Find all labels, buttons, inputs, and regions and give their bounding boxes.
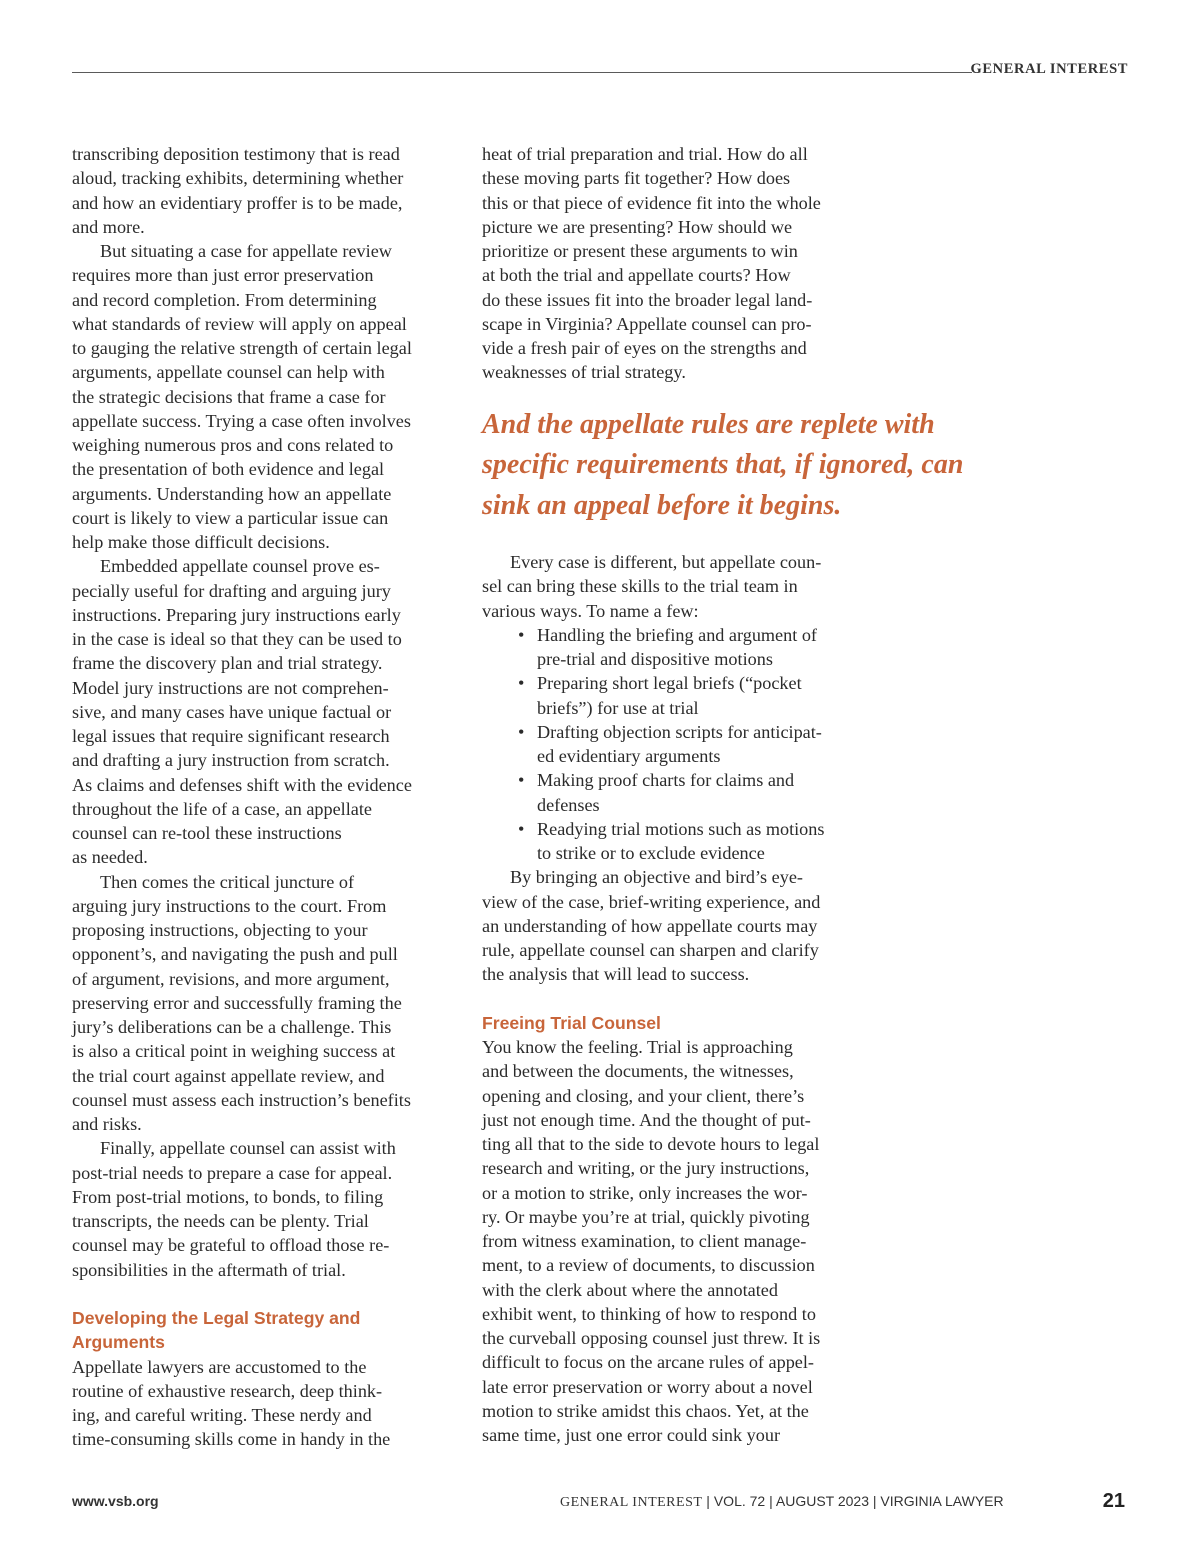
bullet-item-cont: [482, 647, 860, 671]
paragraph: [72, 239, 448, 554]
text-line: routine of exhaustive research, deep think-: [72, 1380, 383, 1401]
text-line: the strategic decisions that frame a case for: [72, 386, 386, 407]
footer-separator: |: [765, 1493, 776, 1509]
text-line: transcripts, the needs can be plenty. Trial: [72, 1211, 369, 1231]
text-line: proposing instructions, objecting to your: [72, 920, 368, 940]
text-line: opening and closing, and your client, there’s: [482, 1085, 805, 1106]
footer-website: www.vsb.org: [72, 1493, 159, 1509]
text-line: throughout the life of a case, an appellate: [72, 798, 372, 819]
text-line: pecially useful for drafting and arguing jury: [72, 580, 391, 601]
footer-volume: VOL. 72: [713, 1493, 766, 1509]
bullet-item-cont: [482, 696, 860, 720]
bullet-item: [482, 671, 860, 695]
bullet-text: defenses: [537, 794, 600, 815]
paragraph: [482, 550, 860, 623]
text-line: preserving error and successfully framing the: [72, 992, 402, 1013]
bullet-text: Handling the briefing and argument of: [537, 624, 817, 645]
text-line: arguing jury instructions to the court. From: [72, 895, 387, 916]
text-line: help make those difficult decisions.: [72, 532, 330, 552]
bullet-text: Making proof charts for claims and: [537, 770, 795, 791]
text-line: from witness examination, to client manage-: [482, 1231, 807, 1251]
footer-publication-info: [560, 1493, 1004, 1511]
text-line: From post-trial motions, to bonds, to filing: [72, 1186, 384, 1207]
page-number: 21: [1102, 1490, 1125, 1512]
text-line: and drafting a jury instruction from scratch.: [72, 750, 390, 771]
text-line: time-consuming skills come in handy in the: [72, 1429, 391, 1450]
text-line: rule, appellate counsel can sharpen and clarify: [482, 940, 819, 960]
bullet-item: [482, 817, 860, 841]
text-line: exhibit went, to thinking of how to respond to: [482, 1303, 816, 1324]
footer-separator: |: [702, 1493, 714, 1509]
text-line: and between the documents, the witnesses,: [482, 1061, 794, 1082]
text-line: Finally, appellate counsel can assist with: [100, 1138, 396, 1159]
header-rule: [72, 72, 972, 73]
text-line: scape in Virginia? Appellate counsel can pro-: [482, 313, 812, 334]
text-line: is also a critical point in weighing success at: [72, 1041, 396, 1062]
text-line: As claims and defenses shift with the evidence: [72, 774, 412, 795]
text-line: the analysis that will lead to success.: [482, 964, 750, 985]
text-line: difficult to focus on the arcane rules of appel-: [482, 1352, 814, 1373]
bullet-text: Readying trial motions such as motions: [537, 818, 825, 839]
text-line: ry. Or maybe you’re at trial, quickly pivoting: [482, 1206, 810, 1227]
text-line: You know the feeling. Trial is approaching: [482, 1037, 793, 1057]
bullet-item: [482, 768, 860, 792]
text-line: sink an appeal before it begins.: [482, 489, 842, 521]
text-line: sponsibilities in the aftermath of trial.: [72, 1259, 346, 1280]
text-line: same time, just one error could sink your: [482, 1425, 781, 1445]
text-line: and record completion. From determining: [72, 289, 377, 310]
text-line: Appellate lawyers are accustomed to the: [72, 1356, 367, 1377]
footer-separator: |: [869, 1493, 881, 1509]
text-line: requires more than just error preservation: [72, 265, 374, 286]
text-line: to gauging the relative strength of certain legal: [72, 338, 412, 358]
text-line: various ways. To name a few:: [482, 600, 699, 621]
section-heading: Developing the Legal Strategy and: [72, 1308, 361, 1328]
text-line: as needed.: [72, 847, 148, 868]
bullet-item-cont: [482, 841, 860, 865]
text-line: picture we are presenting? How should we: [482, 216, 793, 237]
text-line: ment, to a review of documents, to discussion: [482, 1255, 815, 1276]
bullet-dot-icon: •: [518, 624, 525, 645]
text-line: opponent’s, and navigating the push and pull: [72, 944, 398, 965]
paragraph: [72, 142, 448, 239]
text-line: Embedded appellate counsel prove es-: [100, 556, 380, 577]
section-heading-cont: Arguments: [72, 1332, 165, 1353]
text-line: this or that piece of evidence fit into the whole: [482, 192, 821, 213]
paragraph: [72, 1355, 448, 1452]
text-line: ing, and careful writing. These nerdy and: [72, 1405, 372, 1425]
right-column: [482, 142, 964, 1447]
left-column: [72, 142, 448, 1452]
text-line: counsel can re-tool these instructions: [72, 823, 342, 843]
pull-quote: [482, 405, 1002, 527]
paragraph: [482, 1035, 860, 1447]
text-line: counsel may be grateful to offload those re-: [72, 1235, 390, 1256]
text-line: view of the case, brief-writing experience, and: [482, 891, 821, 912]
bullet-item-cont: [482, 793, 860, 817]
text-line: the trial court against appellate review, and: [72, 1065, 385, 1086]
text-line: arguments, appellate counsel can help with: [72, 362, 385, 383]
bullet-dot-icon: •: [518, 770, 525, 791]
paragraph: [482, 865, 860, 986]
footer-date: AUGUST 2023: [775, 1493, 869, 1509]
bullet-item-cont: [482, 744, 860, 768]
paragraph: [72, 554, 448, 869]
text-line: appellate success. Trying a case often involves: [72, 410, 411, 431]
text-line: these moving parts fit together? How does: [482, 168, 791, 189]
text-line: or a motion to strike, only increases the wor-: [482, 1182, 808, 1203]
bullet-item: [482, 720, 860, 744]
text-line: and how an evidentiary proffer is to be made,: [72, 192, 403, 213]
text-line: By bringing an objective and bird’s eye-: [510, 867, 803, 888]
text-line: the presentation of both evidence and legal: [72, 459, 385, 480]
text-line: transcribing deposition testimony that is read: [72, 144, 400, 164]
section-label: GENERAL INTEREST: [970, 61, 1128, 77]
footer-section: GENERAL INTEREST: [560, 1495, 703, 1510]
text-line: weaknesses of trial strategy.: [482, 362, 686, 383]
text-line: Then comes the critical juncture of: [100, 871, 355, 892]
text-line: aloud, tracking exhibits, determining whether: [72, 168, 404, 189]
text-line: Every case is different, but appellate coun-: [510, 552, 822, 572]
text-line: and risks.: [72, 1114, 142, 1134]
text-line: arguments. Understanding how an appellate: [72, 483, 392, 504]
text-line: motion to strike amidst this chaos. Yet, at the: [482, 1400, 809, 1421]
text-line: And the appellate rules are replete with: [482, 408, 935, 440]
text-line: heat of trial preparation and trial. How do all: [482, 144, 808, 164]
text-line: court is likely to view a particular issue can: [72, 507, 389, 528]
text-line: sive, and many cases have unique factual or: [72, 701, 392, 722]
paragraph: [72, 1136, 448, 1282]
text-line: legal issues that require significant research: [72, 726, 390, 746]
bullet-text: Drafting objection scripts for anticipat-: [537, 721, 822, 742]
text-line: jury’s deliberations can be a challenge. This: [72, 1017, 392, 1037]
text-line: with the clerk about where the annotated: [482, 1279, 778, 1300]
text-line: late error preservation or worry about a novel: [482, 1376, 813, 1397]
footer-publication: VIRGINIA LAWYER: [880, 1493, 1004, 1509]
bullet-dot-icon: •: [518, 721, 525, 742]
text-line: vide a fresh pair of eyes on the strengths and: [482, 338, 807, 358]
text-line: ting all that to the side to devote hours to legal: [482, 1134, 820, 1154]
bullet-text: pre-trial and dispositive motions: [537, 649, 773, 669]
text-line: weighing numerous pros and cons related to: [72, 435, 394, 455]
text-line: what standards of review will apply on appeal: [72, 313, 407, 334]
text-line: of argument, revisions, and more argument,: [72, 968, 390, 989]
text-line: research and writing, or the jury instructions,: [482, 1158, 810, 1179]
text-line: frame the discovery plan and trial strategy.: [72, 653, 383, 674]
text-line: But situating a case for appellate review: [100, 241, 392, 261]
paragraph: [482, 142, 860, 385]
bullet-item: [482, 623, 860, 647]
bullet-text: ed evidentiary arguments: [537, 746, 721, 766]
bullet-dot-icon: •: [518, 673, 525, 694]
text-line: sel can bring these skills to the trial team in: [482, 576, 798, 597]
text-line: do these issues fit into the broader legal land-: [482, 289, 813, 310]
text-line: Model jury instructions are not comprehen-: [72, 677, 389, 698]
text-line: just not enough time. And the thought of put-: [482, 1109, 811, 1130]
bullet-text: briefs”) for use at trial: [537, 697, 699, 718]
text-line: prioritize or present these arguments to win: [482, 241, 798, 261]
paragraph: [72, 870, 448, 1137]
text-line: an understanding of how appellate courts may: [482, 915, 818, 936]
text-line: and more.: [72, 216, 145, 237]
spacer: [72, 1282, 448, 1306]
text-line: in the case is ideal so that they can be used to: [72, 629, 402, 649]
bullet-text: Preparing short legal briefs (“pocket: [537, 673, 802, 694]
bullet-dot-icon: •: [518, 818, 525, 839]
text-line: instructions. Preparing jury instructions early: [72, 604, 401, 625]
bullet-list: [482, 623, 860, 866]
bullet-text: to strike or to exclude evidence: [537, 843, 765, 863]
spacer: [482, 987, 860, 1011]
text-line: post-trial needs to prepare a case for appeal.: [72, 1162, 393, 1183]
text-line: counsel must assess each instruction’s benefits: [72, 1089, 411, 1110]
text-line: specific requirements that, if ignored, can: [482, 449, 964, 480]
text-line: the curveball opposing counsel just threw. It is: [482, 1328, 821, 1348]
text-line: at both the trial and appellate courts? How: [482, 265, 791, 286]
section-heading: Freeing Trial Counsel: [482, 1012, 661, 1033]
